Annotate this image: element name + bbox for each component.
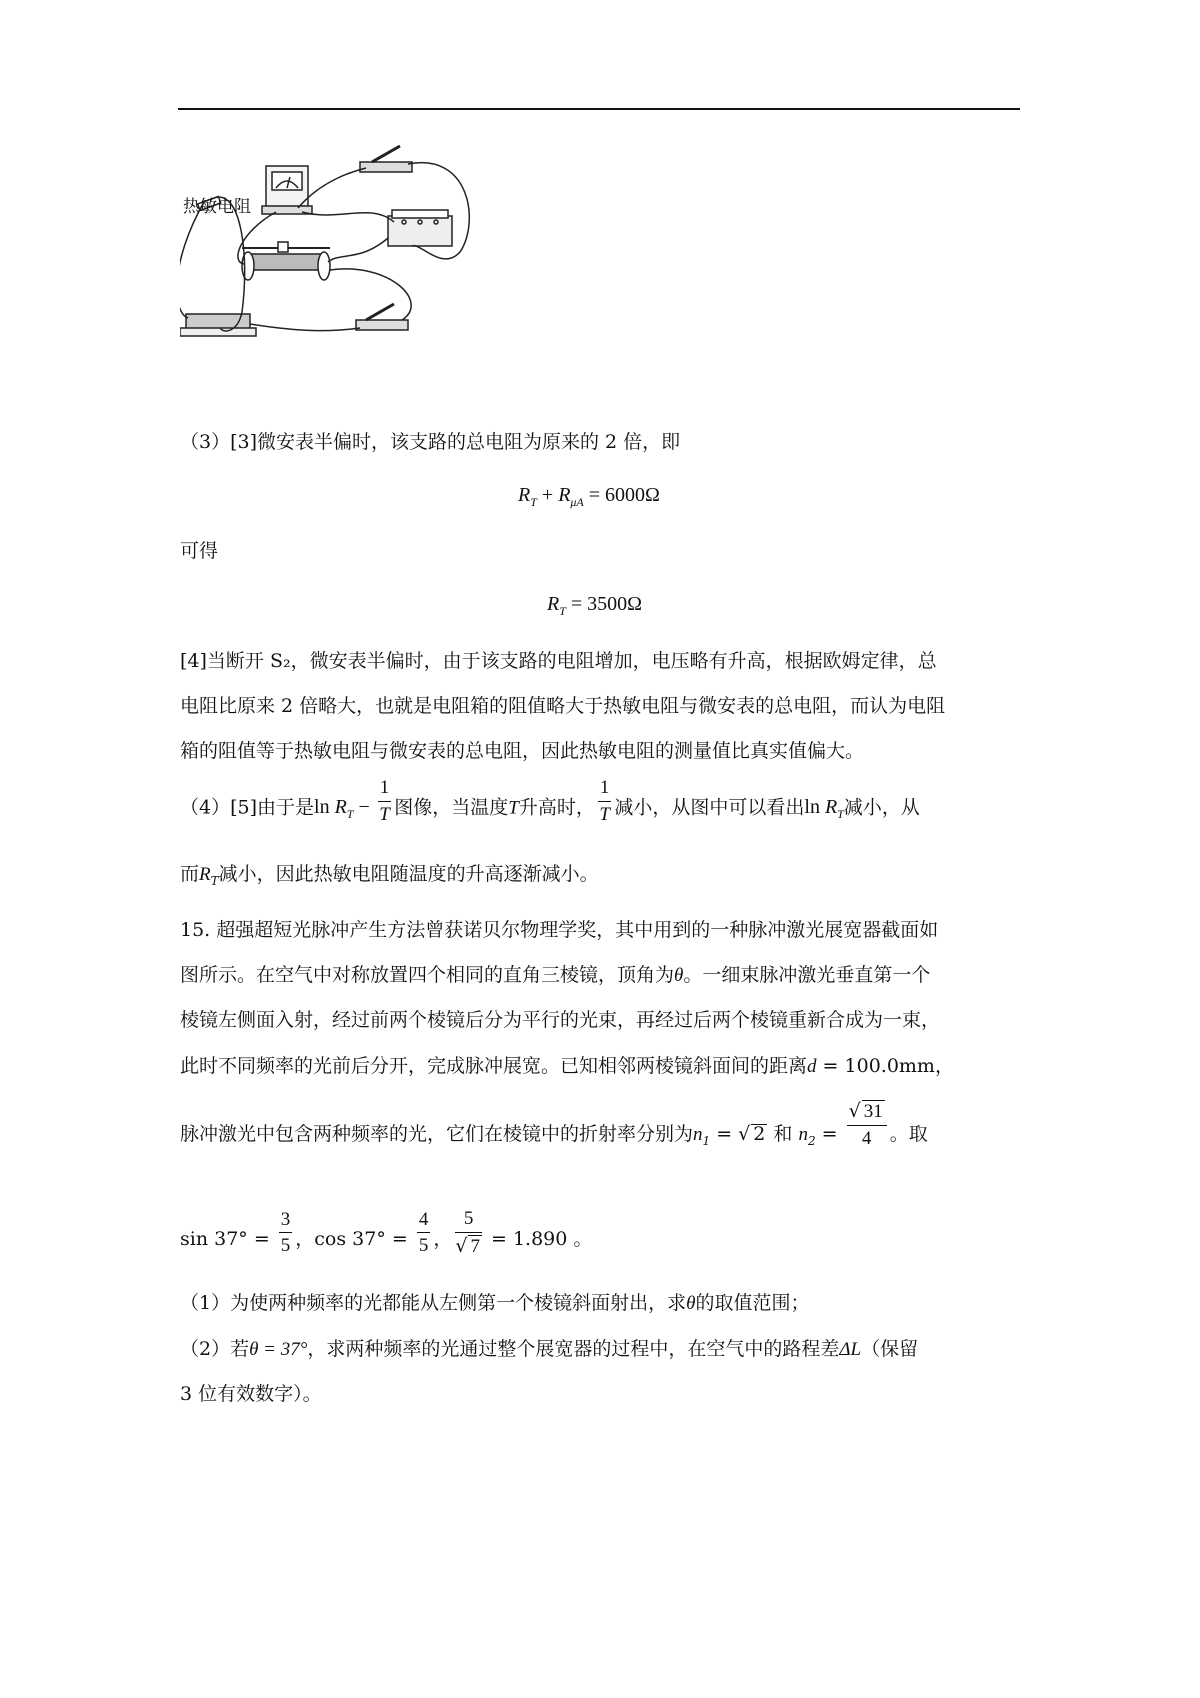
q15-line1: 15. 超强超短光脉冲产生方法曾获诺贝尔物理学奖，其中用到的一种脉冲激光展宽器截面如 xyxy=(180,919,939,941)
q15-line4: 此时不同频率的光前后分开，完成脉冲展宽。已知相邻两棱镜斜面间的距离d = 100.0mm， xyxy=(180,1055,954,1077)
q15-ask2-line1: （2）若θ = 37°，求两种频率的光通过整个展宽器的过程中，在空气中的路程差ΔL（保留 xyxy=(180,1338,919,1360)
header-rule xyxy=(178,108,1020,110)
switch-bottom-icon xyxy=(356,320,408,330)
part4-line1: （4）[5]由于是$\ln R_T$ − $\frac{1}{T}$ 图像，当温度T升高时， $\frac{1}{T}$ 减小，从图中可以看出$\ln R_T$减小，从 xyxy=(180,777,920,825)
equation-2: $R_T = 3500\Omega$ xyxy=(547,593,643,618)
part3-note-line1: [4]当断开 S₂，微安表半偏时，由于该支路的电阻增加，电压略有升高，根据欧姆定律，总 xyxy=(180,650,937,672)
circuit-diagram xyxy=(180,142,510,364)
fraction-sqrt31-over-4: $\frac{√ 31}{4}$ xyxy=(847,1100,887,1150)
fraction-1-over-T-2: $\frac{1}{T}$ xyxy=(599,777,610,825)
fraction-1-over-T: $\frac{1}{T}$ xyxy=(379,777,390,825)
fraction-5-over-sqrt7: $\frac{5}{√ 7}$ xyxy=(455,1208,480,1257)
part3-then: 可得 xyxy=(180,540,219,562)
thermistor-label: 热敏电阻 xyxy=(183,197,251,217)
q15-ask2-line2: 3 位有效数字）。 xyxy=(180,1383,322,1405)
part3-note-line3: 箱的阻值等于热敏电阻与微安表的总电阻，因此热敏电阻的测量值比真实值偏大。 xyxy=(180,740,865,762)
rheostat-icon xyxy=(248,254,324,270)
q15-line2: 图所示。在空气中对称放置四个相同的直角三棱镜，顶角为θ。一细束脉冲激光垂直第一个 xyxy=(180,964,931,986)
fraction-4-over-5: $\frac{4}{5}$ xyxy=(418,1208,429,1257)
equation-1: $R_T + R_{\mu A} = 6000\Omega$ xyxy=(518,484,660,509)
switch-top-icon xyxy=(360,162,412,172)
part4-line2: 而$R_T$减小，因此热敏电阻随温度的升高逐渐减小。 xyxy=(180,863,599,888)
q15-ask1: （1）为使两种频率的光都能从左侧第一个棱镜斜面射出，求θ的取值范围； xyxy=(180,1292,810,1314)
fraction-3-over-5: $\frac{3}{5}$ xyxy=(280,1208,291,1257)
part3-note-line2: 电阻比原来 2 倍略大，也就是电阻箱的阻值略大于热敏电阻与微安表的总电阻，而认为电阻 xyxy=(180,695,946,717)
q15-line5: 脉冲激光中包含两种频率的光，它们在棱镜中的折射率分别为$n_1$ = √ 2 和 $n_2$ = $\frac{√ 31}{4}$ 。取 xyxy=(180,1100,928,1149)
q15-line6: sin 37° = $\frac{3}{5}$ ，cos 37° = $\frac{4}{5}$ ， $\frac{5}{√ 7}$ = 1.890 。 xyxy=(180,1208,593,1257)
part3-line1: （3）[3]微安表半偏时，该支路的总电阻为原来的 2 倍，即 xyxy=(180,431,681,453)
q15-line3: 棱镜左侧面入射，经过前两个棱镜后分为平行的光束，再经过后两个棱镜重新合成为一束， xyxy=(180,1009,941,1031)
